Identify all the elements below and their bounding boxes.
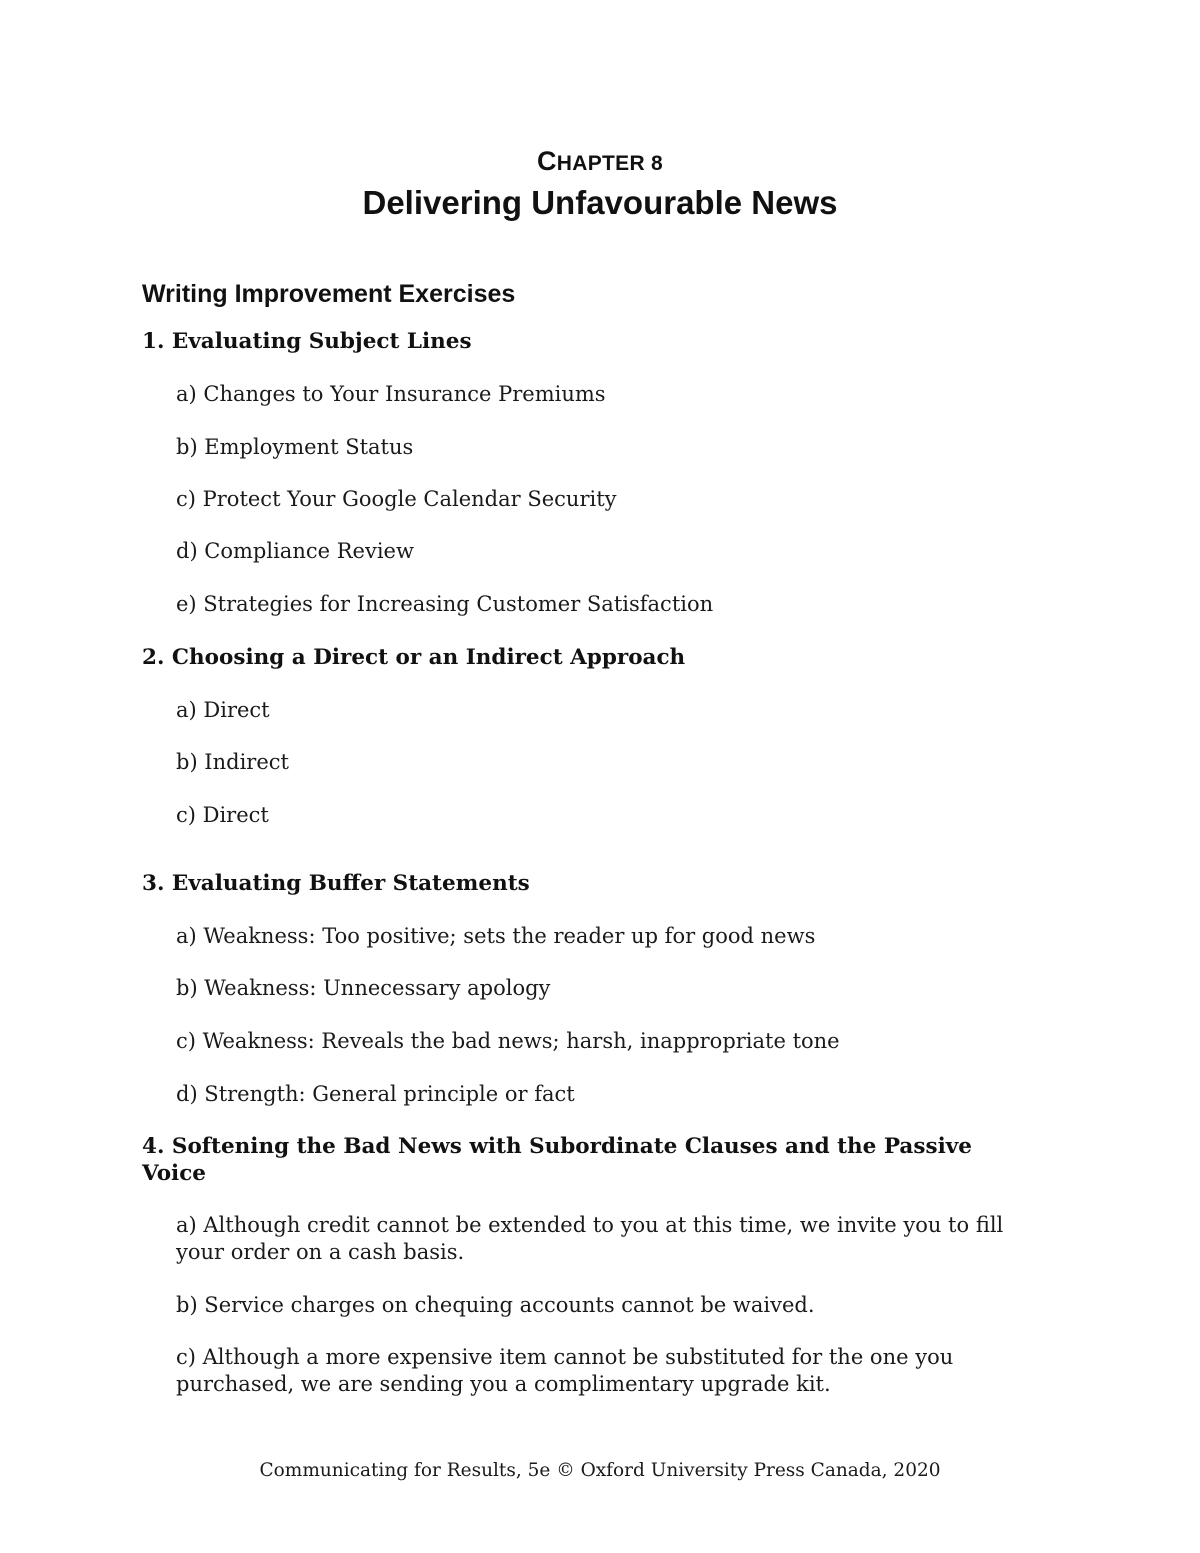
answer-item: a) Direct (176, 698, 270, 722)
page-footer: Communicating for Results, 5e © Oxford University Press Canada, 2020 (259, 1460, 941, 1481)
answer-item: c) Weakness: Reveals the bad news; harsh, inappropriate tone (176, 1029, 840, 1053)
chapter-label-rest: HAPTER 8 (556, 152, 664, 175)
question-heading: 1. Evaluating Subject Lines (142, 329, 472, 354)
answer-item: d) Strength: General principle or fact (176, 1082, 575, 1106)
answer-item: d) Compliance Review (176, 539, 414, 563)
chapter-label-initial: C (536, 146, 557, 176)
question-heading: 4. Softening the Bad News with Subordinate Clauses and the Passive Voice (142, 1134, 972, 1186)
question-heading: 3. Evaluating Buffer Statements (142, 871, 530, 896)
answer-item: c) Although a more expensive item cannot be substituted for the one you purchased, we are sending you a complimentary upgrade kit. (176, 1345, 954, 1396)
chapter-title: Delivering Unfavourable News (362, 184, 838, 221)
answer-item: a) Although credit cannot be extended to you at this time, we invite you to fill your order on a cash basis. (176, 1213, 1004, 1264)
answer-item: b) Service charges on chequing accounts cannot be waived. (176, 1293, 815, 1317)
chapter-label (0, 146, 1200, 177)
answer-item: a) Weakness: Too positive; sets the reader up for good news (176, 924, 816, 948)
answer-item: a) Changes to Your Insurance Premiums (176, 382, 606, 406)
section-heading: Writing Improvement Exercises (142, 280, 516, 308)
answer-item: b) Weakness: Unnecessary apology (176, 976, 551, 1000)
answer-item: c) Protect Your Google Calendar Security (176, 487, 617, 511)
question-heading: 2. Choosing a Direct or an Indirect Approach (142, 645, 686, 670)
answer-item: e) Strategies for Increasing Customer Satisfaction (176, 592, 714, 616)
answer-item: b) Employment Status (176, 435, 414, 459)
answer-item: c) Direct (176, 803, 269, 827)
answer-item: b) Indirect (176, 750, 289, 774)
